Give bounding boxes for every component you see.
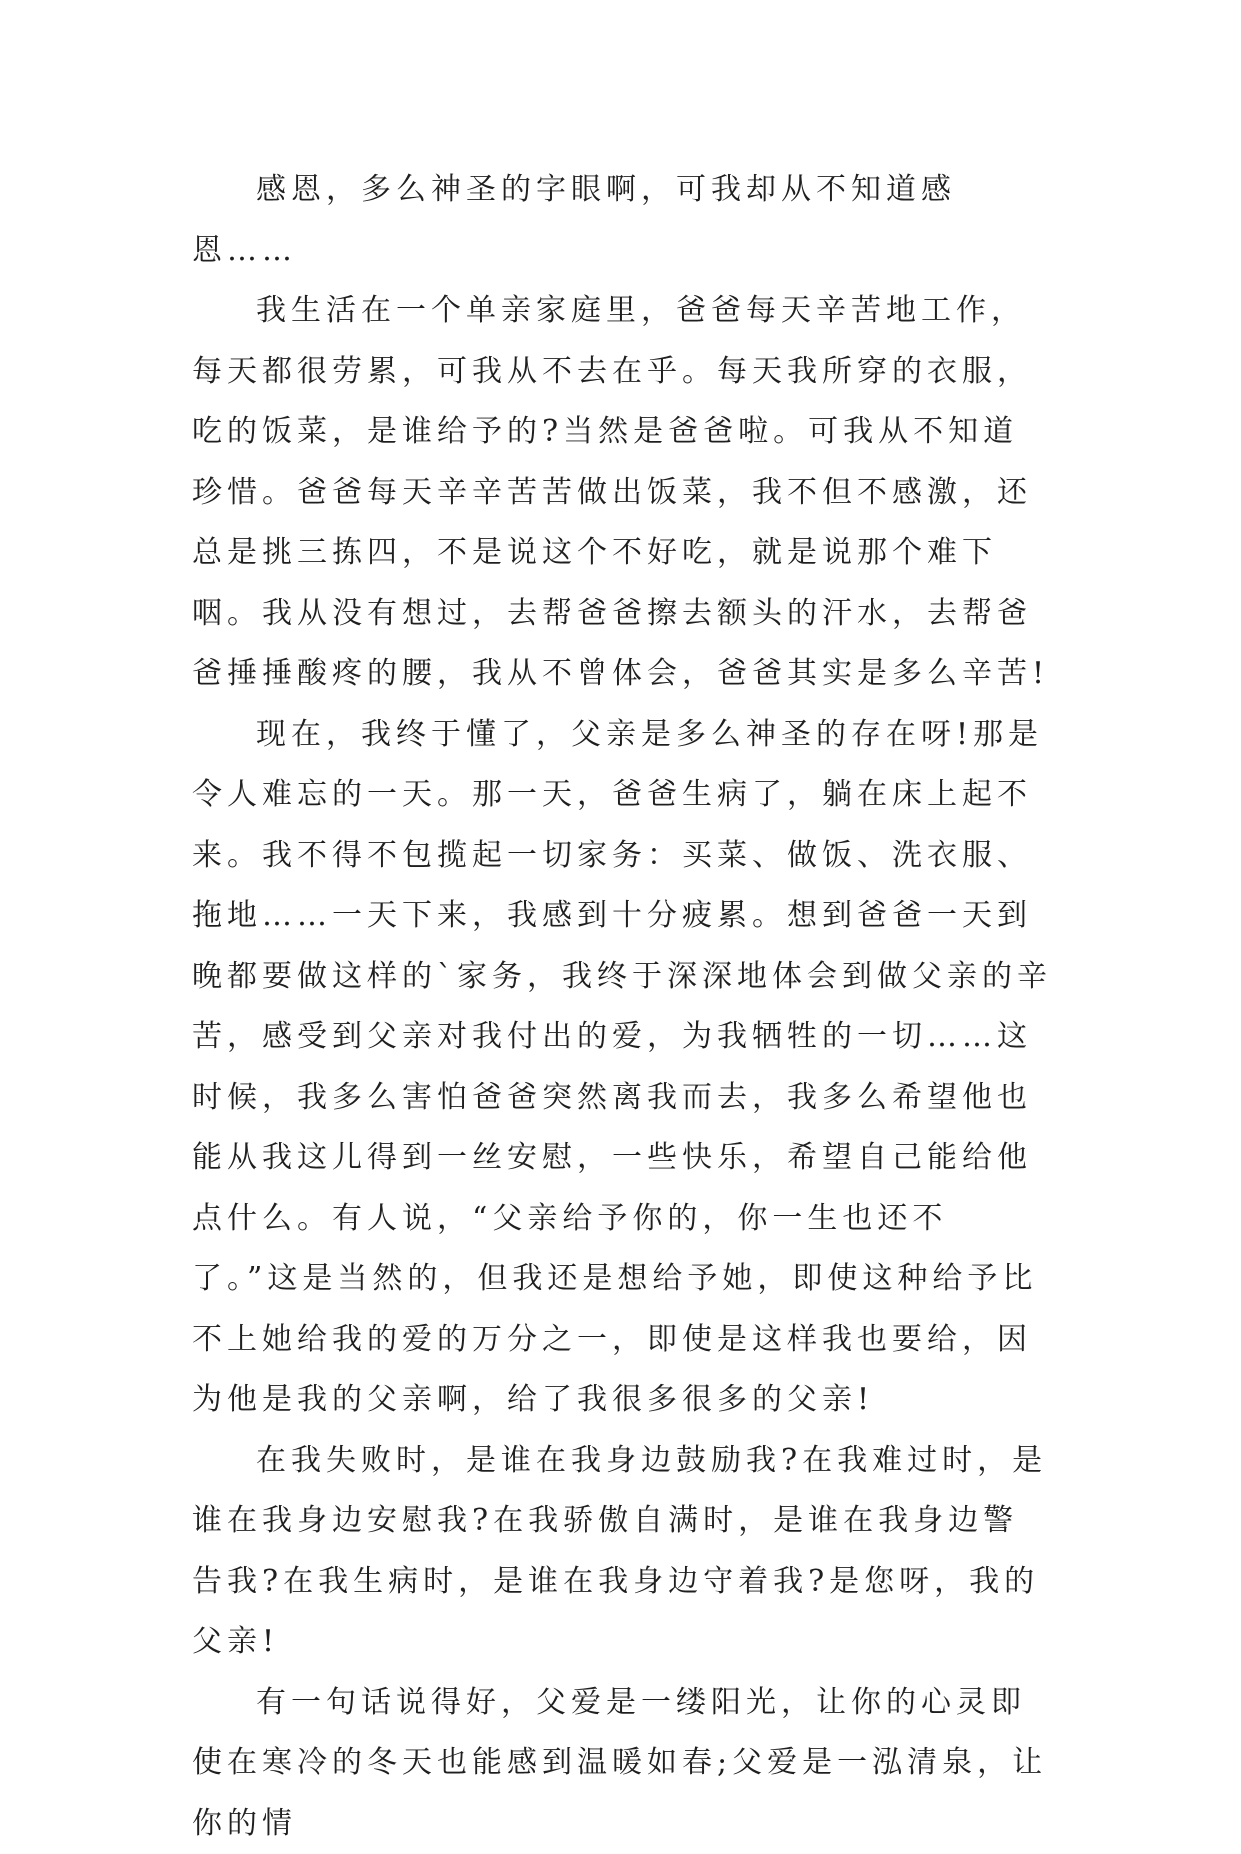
paragraph-4: 在我失败时，是谁在我身边鼓励我?在我难过时，是谁在我身边安慰我?在我骄傲自满时，是谁在我身边警告我?在我生病时，是谁在我身边守着我?是您呀，我的父亲! [192, 1431, 1052, 1673]
paragraph-2: 我生活在一个单亲家庭里，爸爸每天辛苦地工作，每天都很劳累，可我从不去在乎。每天我所穿的衣服，吃的饭菜，是谁给予的?当然是爸爸啦。可我从不知道珍惜。爸爸每天辛辛苦苦做出饭菜，我不但不感激，还总是挑三拣四，不是说这个不好吃，就是说那个难下咽。我从没有想过，去帮爸爸擦去额头的汗水，去帮爸爸捶捶酸疼的腰，我从不曾体会，爸爸其实是多么辛苦! [192, 281, 1052, 705]
paragraph-3: 现在，我终于懂了，父亲是多么神圣的存在呀!那是令人难忘的一天。那一天，爸爸生病了，躺在床上起不来。我不得不包揽起一切家务：买菜、做饭、洗衣服、拖地……一天下来，我感到十分疲累。想到爸爸一天到晚都要做这样的`家务，我终于深深地体会到做父亲的辛苦，感受到父亲对我付出的爱，为我牺牲的一切……这时候，我多么害怕爸爸突然离我而去，我多么希望他也能从我这儿得到一丝安慰，一些快乐，希望自己能给他点什么。有人说，“父亲给予你的，你一生也还不了。”这是当然的，但我还是想给予她，即使这种给予比不上她给我的爱的万分之一，即使是这样我也要给，因为他是我的父亲啊，给了我很多很多的父亲! [192, 705, 1052, 1431]
paragraph-5: 有一句话说得好，父爱是一缕阳光，让你的心灵即使在寒冷的冬天也能感到温暖如春;父爱是一泓清泉，让你的情 [192, 1673, 1052, 1854]
document-body [192, 160, 1052, 1854]
paragraph-1: 感恩，多么神圣的字眼啊，可我却从不知道感恩…… [192, 160, 1052, 281]
